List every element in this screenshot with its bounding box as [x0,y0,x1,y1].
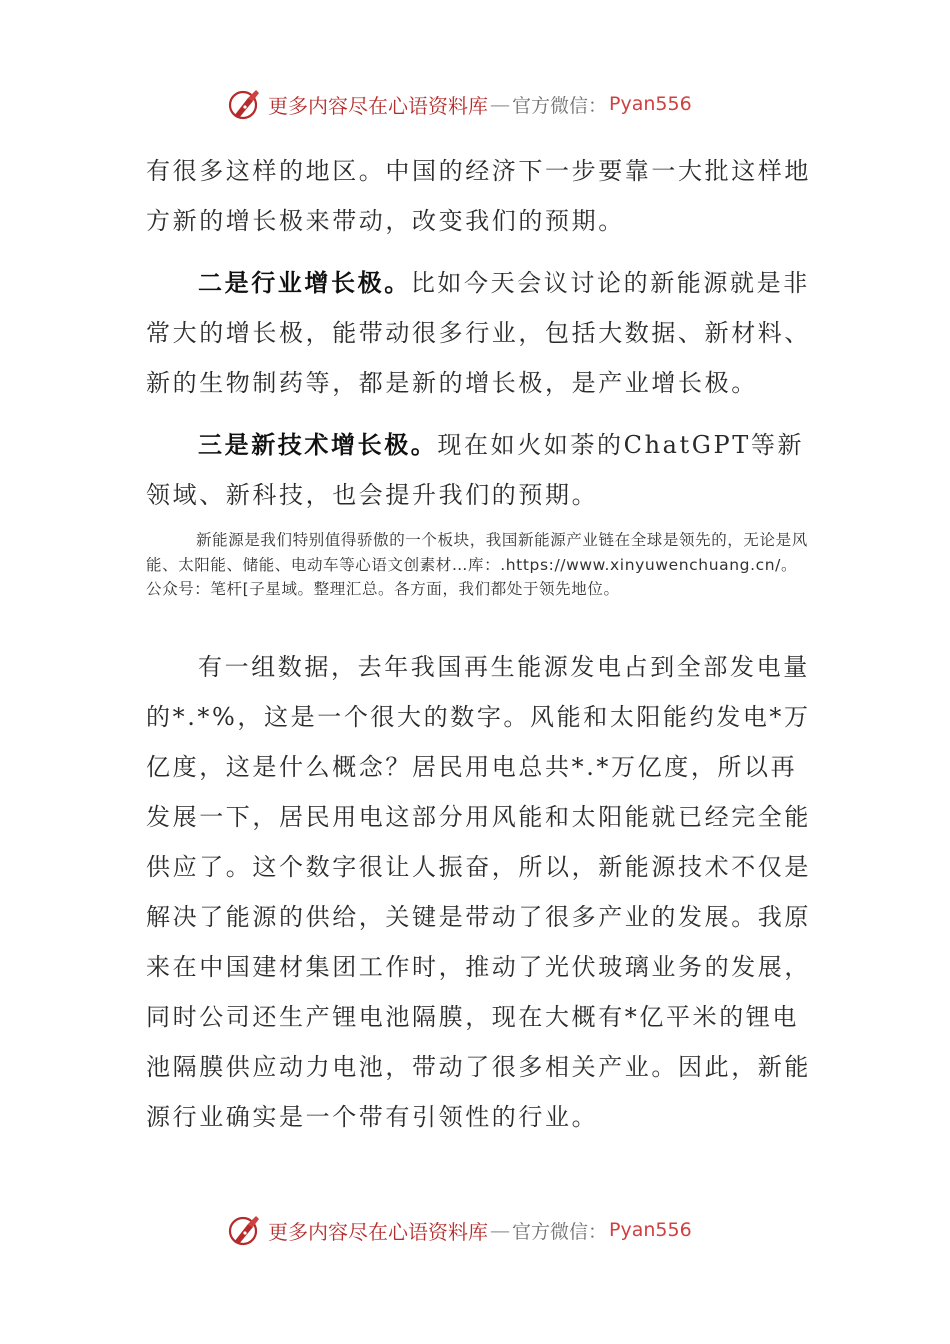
pen-nib-icon [226,86,262,122]
heading-tech-growth: 三是新技术增长极。 [198,430,438,459]
banner-dash: — [490,92,510,116]
heading-industry-growth: 二是行业增长极。 [198,268,411,297]
banner-contact-label: 官方微信： [512,94,608,117]
paragraph-industry-growth [146,258,816,408]
pen-nib-icon [226,1212,262,1248]
banner-lead-text: 更多内容尽在心语资料库 [268,93,488,118]
paragraph-industry-growth-text: 比如今天会议讨论的新能源就是非常大的增长极，能带动很多行业，包括大数据、新材料、新的生物制药等，都是新的增长极，是产业增长极。 [146,269,811,397]
banner-lead-text: 更多内容尽在心语资料库 [268,1219,488,1244]
banner-wechat-id: Pyan556 [609,93,692,115]
paragraph-tech-growth [146,420,816,520]
paragraph-data: 有一组数据，去年我国再生能源发电占到全部发电量的*.*%，这是一个很大的数字。风能和太阳能约发电*万亿度，这是什么概念？居民用电总共*.*万亿度，所以再发展一下，居民用电这部分用风能和太阳能就已经完全能供应了。这个数字很让人振奋，所以，新能源技术不仅是解决了能源的供给，关键是带动了很多产业的发展。我原来在中国建材集团工作时，推动了光伏玻璃业务的发展，同时公司还生产锂电池隔膜，现在大概有*亿平米的锂电池隔膜供应动力电池，带动了很多相关产业。因此，新能源行业确实是一个带有引领性的行业。 [146,653,811,1131]
banner-wechat-id: Pyan556 [609,1219,692,1241]
small-note-paragraph: 新能源是我们特别值得骄傲的一个板块，我国新能源产业链在全球是领先的，无论是风能、太阳能、储能、电动车等心语文创素材…库：.https://www.xinyuwenchuang.cn/。公众号：笔杆[子星域。整理汇总。各方面，我们都处于领先地位。 [146,531,808,598]
paragraph-regions: 有很多这样的地区。中国的经济下一步要靠一大批这样地方新的增长极来带动，改变我们的预期。 [146,157,811,235]
footer-banner [226,1210,746,1250]
header-banner [226,84,746,124]
banner-contact-label: 官方微信： [512,1220,608,1243]
paragraph-tech-growth-text: 现在如火如荼的ChatGPT等新领域、新科技，也会提升我们的预期。 [146,431,805,509]
banner-dash: — [490,1218,510,1242]
